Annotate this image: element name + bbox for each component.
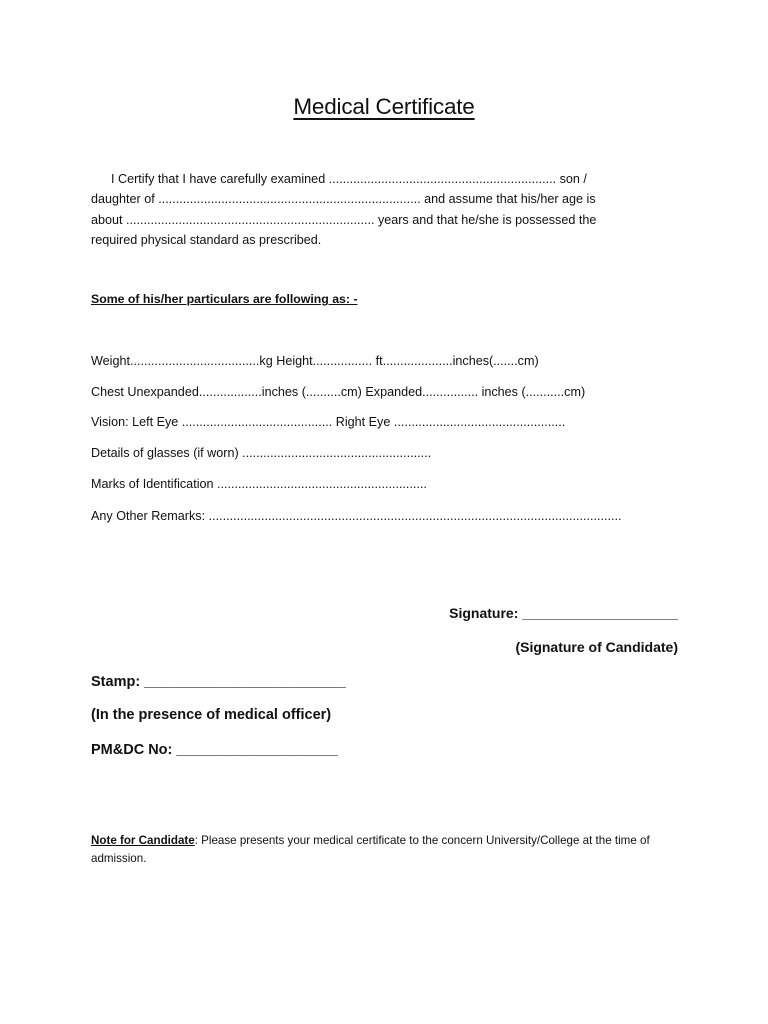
particulars-heading: Some of his/her particulars are following as: -	[91, 292, 358, 306]
intro-line-4: required physical standard as prescribed.	[91, 233, 322, 248]
intro-line-1: I Certify that I have carefully examined ................................................................. son /	[111, 172, 587, 186]
chest-field: Chest Unexpanded..................inches (..........cm) Expanded................ inches (...........cm)	[91, 385, 586, 399]
signature-caption: (Signature of Candidate)	[515, 639, 678, 655]
medical-officer-caption: (In the presence of medical officer)	[91, 707, 332, 723]
certification-paragraph	[91, 169, 651, 251]
signature-line: Signature: ____________________	[449, 605, 678, 621]
vision-field: Vision: Left Eye ........................................... Right Eye .................................................	[91, 415, 566, 429]
note-text: : Please presents your medical certificate to the concern University/College at the time of admission.	[91, 834, 650, 865]
note-label: Note for Candidate	[91, 834, 195, 847]
glasses-field: Details of glasses (if worn) ......................................................	[91, 446, 432, 460]
other-remarks-field: Any Other Remarks: ......................................................................................................................	[91, 509, 622, 523]
candidate-note	[91, 832, 671, 868]
identification-marks-field: Marks of Identification ............................................................	[91, 477, 427, 491]
intro-line-2: daughter of ........................................................................... and assume that his/her age is	[91, 192, 596, 207]
intro-line-3: about ....................................................................... years and that he/she is possessed the	[91, 212, 597, 227]
stamp-line: Stamp: _________________________	[91, 674, 346, 690]
weight-height-field: Weight.....................................kg Height................. ft....................inches(.......cm)	[91, 354, 539, 368]
pmdc-number-line: PM&DC No: ____________________	[91, 742, 338, 758]
document-title: Medical Certificate	[293, 94, 475, 119]
